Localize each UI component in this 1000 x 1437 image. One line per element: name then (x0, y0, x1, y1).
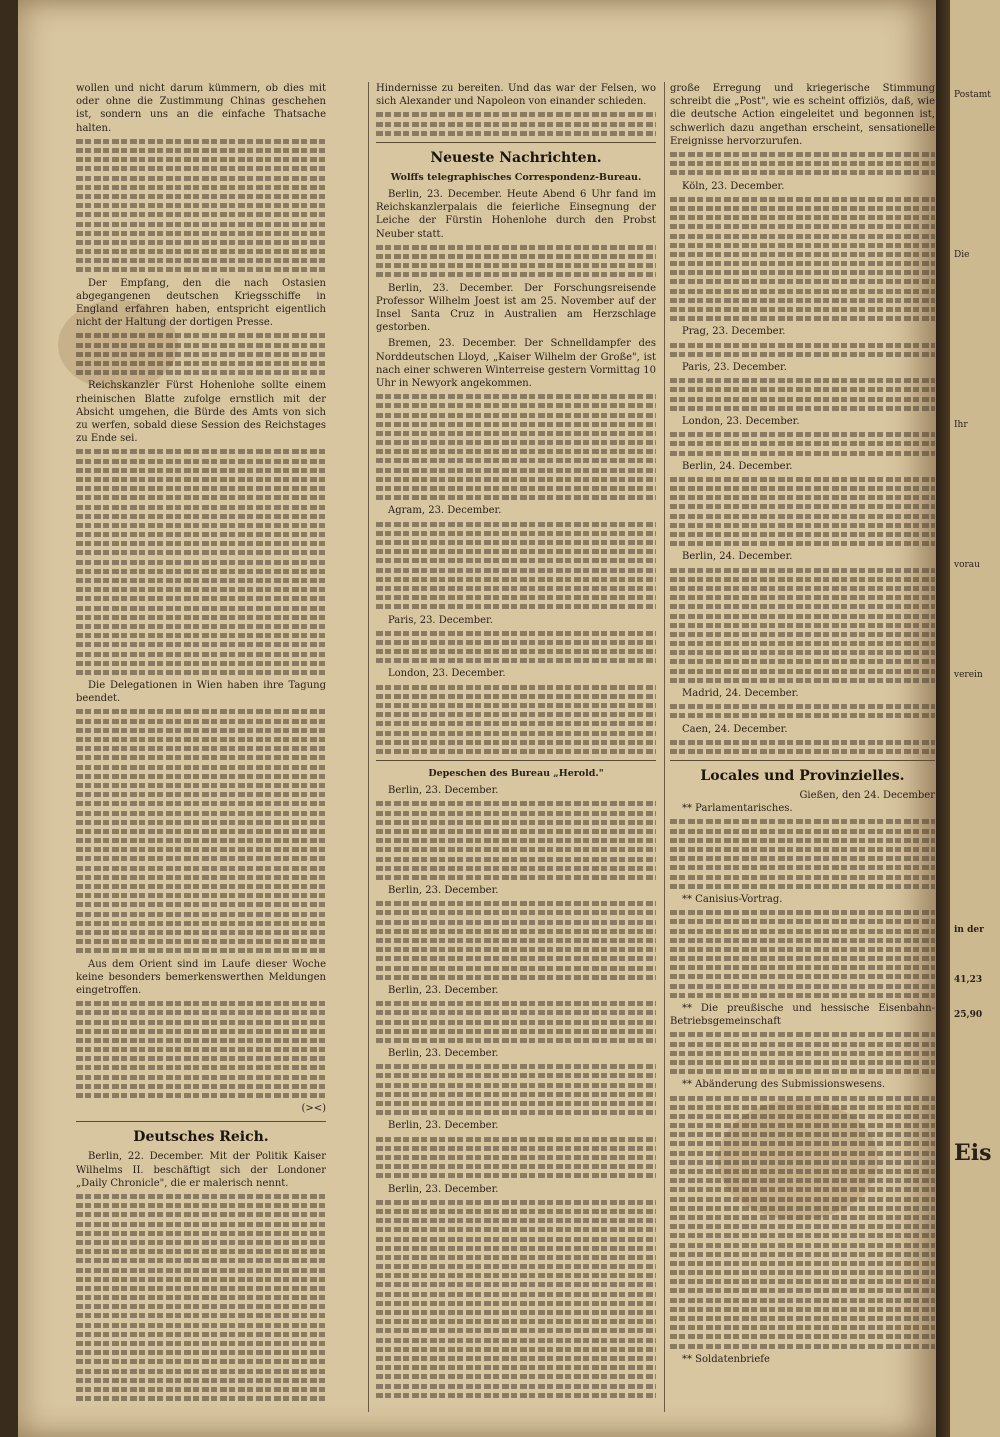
text-block (376, 631, 656, 664)
section-subtitle: Wolffs telegraphisches Correspondenz-Bureau. (390, 171, 642, 183)
fragment: Postamt (954, 90, 991, 100)
column-rule (664, 82, 665, 1412)
article-paragraph: Paris, 23. December. (682, 361, 787, 373)
text-block (376, 1064, 656, 1115)
section-subtitle: Depeschen des Bureau „Herold." (428, 767, 604, 779)
column-3 (670, 82, 935, 1402)
article-paragraph: Berlin, 22. December. Mit der Politik Kaiser Wilhelms II. beschäftigt sich der Londoner „Daily Chronicle", die er malerisch nennt. (76, 1151, 326, 1189)
article-paragraph: Berlin, 23. December. Der Forschungsreisende Professor Wilhelm Joest ist am 25. November auf der Insel Santa Cruz in Australien am Herzschlage gestorben. (376, 282, 656, 334)
text-block (670, 1032, 935, 1074)
text-block (376, 245, 656, 278)
article-paragraph: London, 23. December. (682, 415, 800, 427)
fragment: 41,23 (954, 975, 983, 985)
text-block (76, 1194, 326, 1402)
section-divider (670, 760, 935, 761)
article-paragraph: Berlin, 24. December. (682, 551, 793, 563)
article-paragraph: Bremen, 23. December. Der Schnelldampfer des Norddeutschen Lloyd, „Kaiser Wilhelm der Große", ist nach einer schweren Winterreise gestern Vormittag 10 Uhr in Newyork angekommen. (376, 338, 656, 389)
article-paragraph: Der Empfang, den die nach Ostasien abgegangenen deutschen Kriegsschiffe in England erfahren haben, entspricht eigentlich nicht der Haltung der dortigen Presse. (76, 277, 326, 329)
article-paragraph: Aus dem Orient sind im Laufe dieser Woche keine besonders bemerkenswerthen Meldungen eingetroffen. (76, 958, 326, 996)
text-block (376, 1001, 656, 1043)
section-title: Neueste Nachrichten. (430, 149, 602, 166)
fragment: 25,90 (954, 1010, 983, 1020)
text-block (670, 568, 935, 683)
text-block (670, 197, 935, 321)
article-paragraph: Berlin, 24. December. (682, 460, 793, 472)
fragment: in der (954, 925, 984, 935)
adjacent-page-edge (950, 0, 1000, 1437)
text-block (670, 704, 935, 718)
fragment: Ihr (954, 420, 968, 430)
article-paragraph: Berlin, 23. December. (388, 984, 499, 996)
article-paragraph: große Erregung und kriegerische Stimmung schreibt die „Post", wie es scheint offiziös, daß, wie die deutsche Action eingeleitet und begonnen ist, schwerlich dazu angethan erscheint, sensationelle Ereignisse hervorzurufen. (670, 83, 935, 147)
article-paragraph: Prag, 23. December. (682, 326, 786, 338)
article-paragraph: Köln, 23. December. (682, 180, 785, 192)
text-block (670, 378, 935, 411)
dateline: Gießen, den 24. December (799, 790, 935, 802)
article-paragraph: London, 23. December. (388, 668, 506, 680)
article-paragraph: Madrid, 24. December. (682, 688, 799, 700)
column-rule (368, 82, 369, 1412)
newspaper-page (18, 0, 936, 1437)
text-block (670, 432, 935, 455)
text-block (670, 910, 935, 998)
text-block (670, 477, 935, 546)
text-block (76, 139, 326, 273)
text-block (76, 709, 326, 953)
fragment: Eis (954, 1140, 992, 1166)
article-paragraph: Paris, 23. December. (388, 614, 493, 626)
fragment: verein (954, 670, 983, 680)
fragment: Die (954, 250, 970, 260)
article-paragraph: ** Parlamentarisches. (682, 803, 793, 815)
article-paragraph: Berlin, 23. December. (388, 885, 499, 897)
article-paragraph: ** Abänderung des Submissionswesens. (682, 1079, 886, 1091)
article-paragraph: Hindernisse zu bereiten. Und das war der Felsen, wo sich Alexander und Napoleon von einander schieden. (376, 83, 656, 108)
text-block (376, 394, 656, 500)
column-2 (376, 82, 656, 1402)
section-divider (376, 142, 656, 143)
article-paragraph: ** Die preußische und hessische Eisenbahn-Betriebsgemeinschaft (670, 1003, 935, 1028)
text-block (670, 740, 935, 754)
text-block (376, 112, 656, 135)
text-block (376, 1137, 656, 1179)
closing-mark: (><) (301, 1103, 326, 1115)
section-title: Deutsches Reich. (133, 1129, 269, 1146)
article-paragraph: Berlin, 23. December. (388, 1183, 499, 1195)
article-paragraph: Die Delegationen in Wien haben ihre Tagung beendet. (76, 680, 326, 705)
section-title: Locales und Provinzielles. (700, 768, 905, 785)
article-paragraph: Berlin, 23. December. (388, 1120, 499, 1132)
binding-gutter (936, 0, 950, 1437)
text-block (376, 901, 656, 980)
article-paragraph: Berlin, 23. December. (388, 1048, 499, 1060)
text-block (670, 1096, 935, 1349)
article-paragraph: Agram, 23. December. (388, 505, 502, 517)
article-paragraph: Reichskanzler Fürst Hohenlohe sollte einem rheinischen Blatte zufolge ernstlich mit der Absicht umgehen, die Bürde des Amts von sich zu werfen, sobald diese Session des Reichstages zu Ende sei. (76, 380, 326, 445)
text-block (76, 333, 326, 375)
text-block (76, 1001, 326, 1098)
text-block (76, 449, 326, 675)
article-paragraph: ** Soldatenbriefe (682, 1353, 770, 1365)
text-block (376, 522, 656, 610)
text-block (376, 685, 656, 754)
article-paragraph: wollen und nicht darum kümmern, ob dies mit oder ohne die Zustimmung Chinas geschehen ist, sondern uns an die einfache Thatsache halten. (76, 83, 326, 134)
text-block (376, 1200, 656, 1402)
text-block (670, 343, 935, 357)
article-paragraph: Berlin, 23. December. (388, 785, 499, 797)
section-divider (376, 760, 656, 761)
column-1 (76, 82, 326, 1402)
article-paragraph: Caen, 24. December. (682, 723, 788, 735)
section-divider (76, 1121, 326, 1122)
text-block (670, 819, 935, 888)
fragment: vorau (954, 560, 980, 570)
article-paragraph: ** Canisius-Vortrag. (682, 893, 783, 905)
article-paragraph: Berlin, 23. December. Heute Abend 6 Uhr fand im Reichskanzlerpalais die feierliche Einsegnung der Leiche der Fürstin Hohenlohe durch den Probst Neuber statt. (376, 188, 656, 240)
text-block (670, 152, 935, 175)
text-block (376, 801, 656, 880)
